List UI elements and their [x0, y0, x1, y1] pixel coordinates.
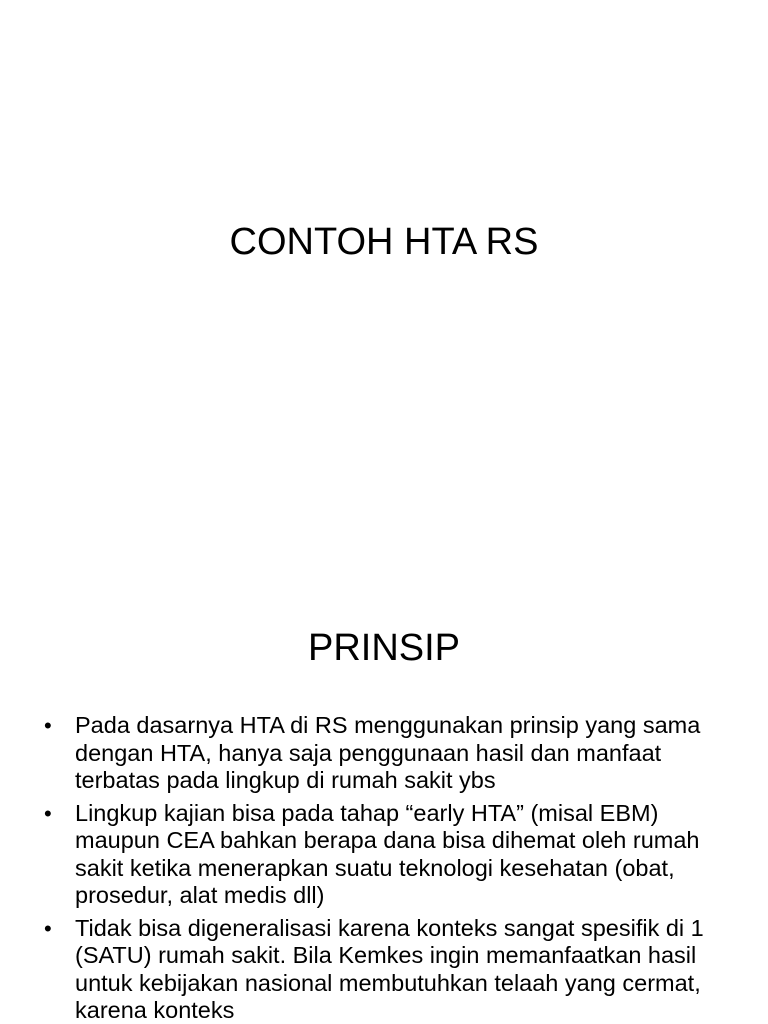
bullet-list	[44, 712, 734, 1024]
bullet-item	[44, 712, 734, 795]
bullet-item	[44, 800, 734, 910]
bullet-text: Tidak bisa digeneralisasi karena konteks sangat spesifik di 1 (SATU) rumah sakit. Bila Kemkes ingin memanfaatkan hasil untuk kebijakan nasional membutuhkan telaah yang cermat, karena konteks	[75, 914, 704, 1023]
bullet-glyph: •	[44, 713, 52, 738]
bullet-glyph: •	[44, 800, 52, 826]
slide-title-contoh-hta-rs: CONTOH HTA RS	[229, 221, 539, 263]
bullet-text: Pada dasarnya HTA di RS menggunakan prinsip yang sama dengan HTA, hanya saja penggunaan hasil dan manfaat terbatas pada lingkup di rumah sakit ybs	[75, 712, 701, 793]
bullet-glyph: •	[44, 915, 52, 941]
bullet-text: Lingkup kajian bisa pada tahap “early HTA” (misal EBM) maupun CEA bahkan berapa dana bisa dihemat oleh rumah sakit ketika menerapkan suatu teknologi kesehatan (obat, prosedur, alat medis dll)	[75, 799, 700, 908]
slide-title-prinsip: PRINSIP	[307, 627, 461, 669]
bullet-item	[44, 915, 734, 1024]
